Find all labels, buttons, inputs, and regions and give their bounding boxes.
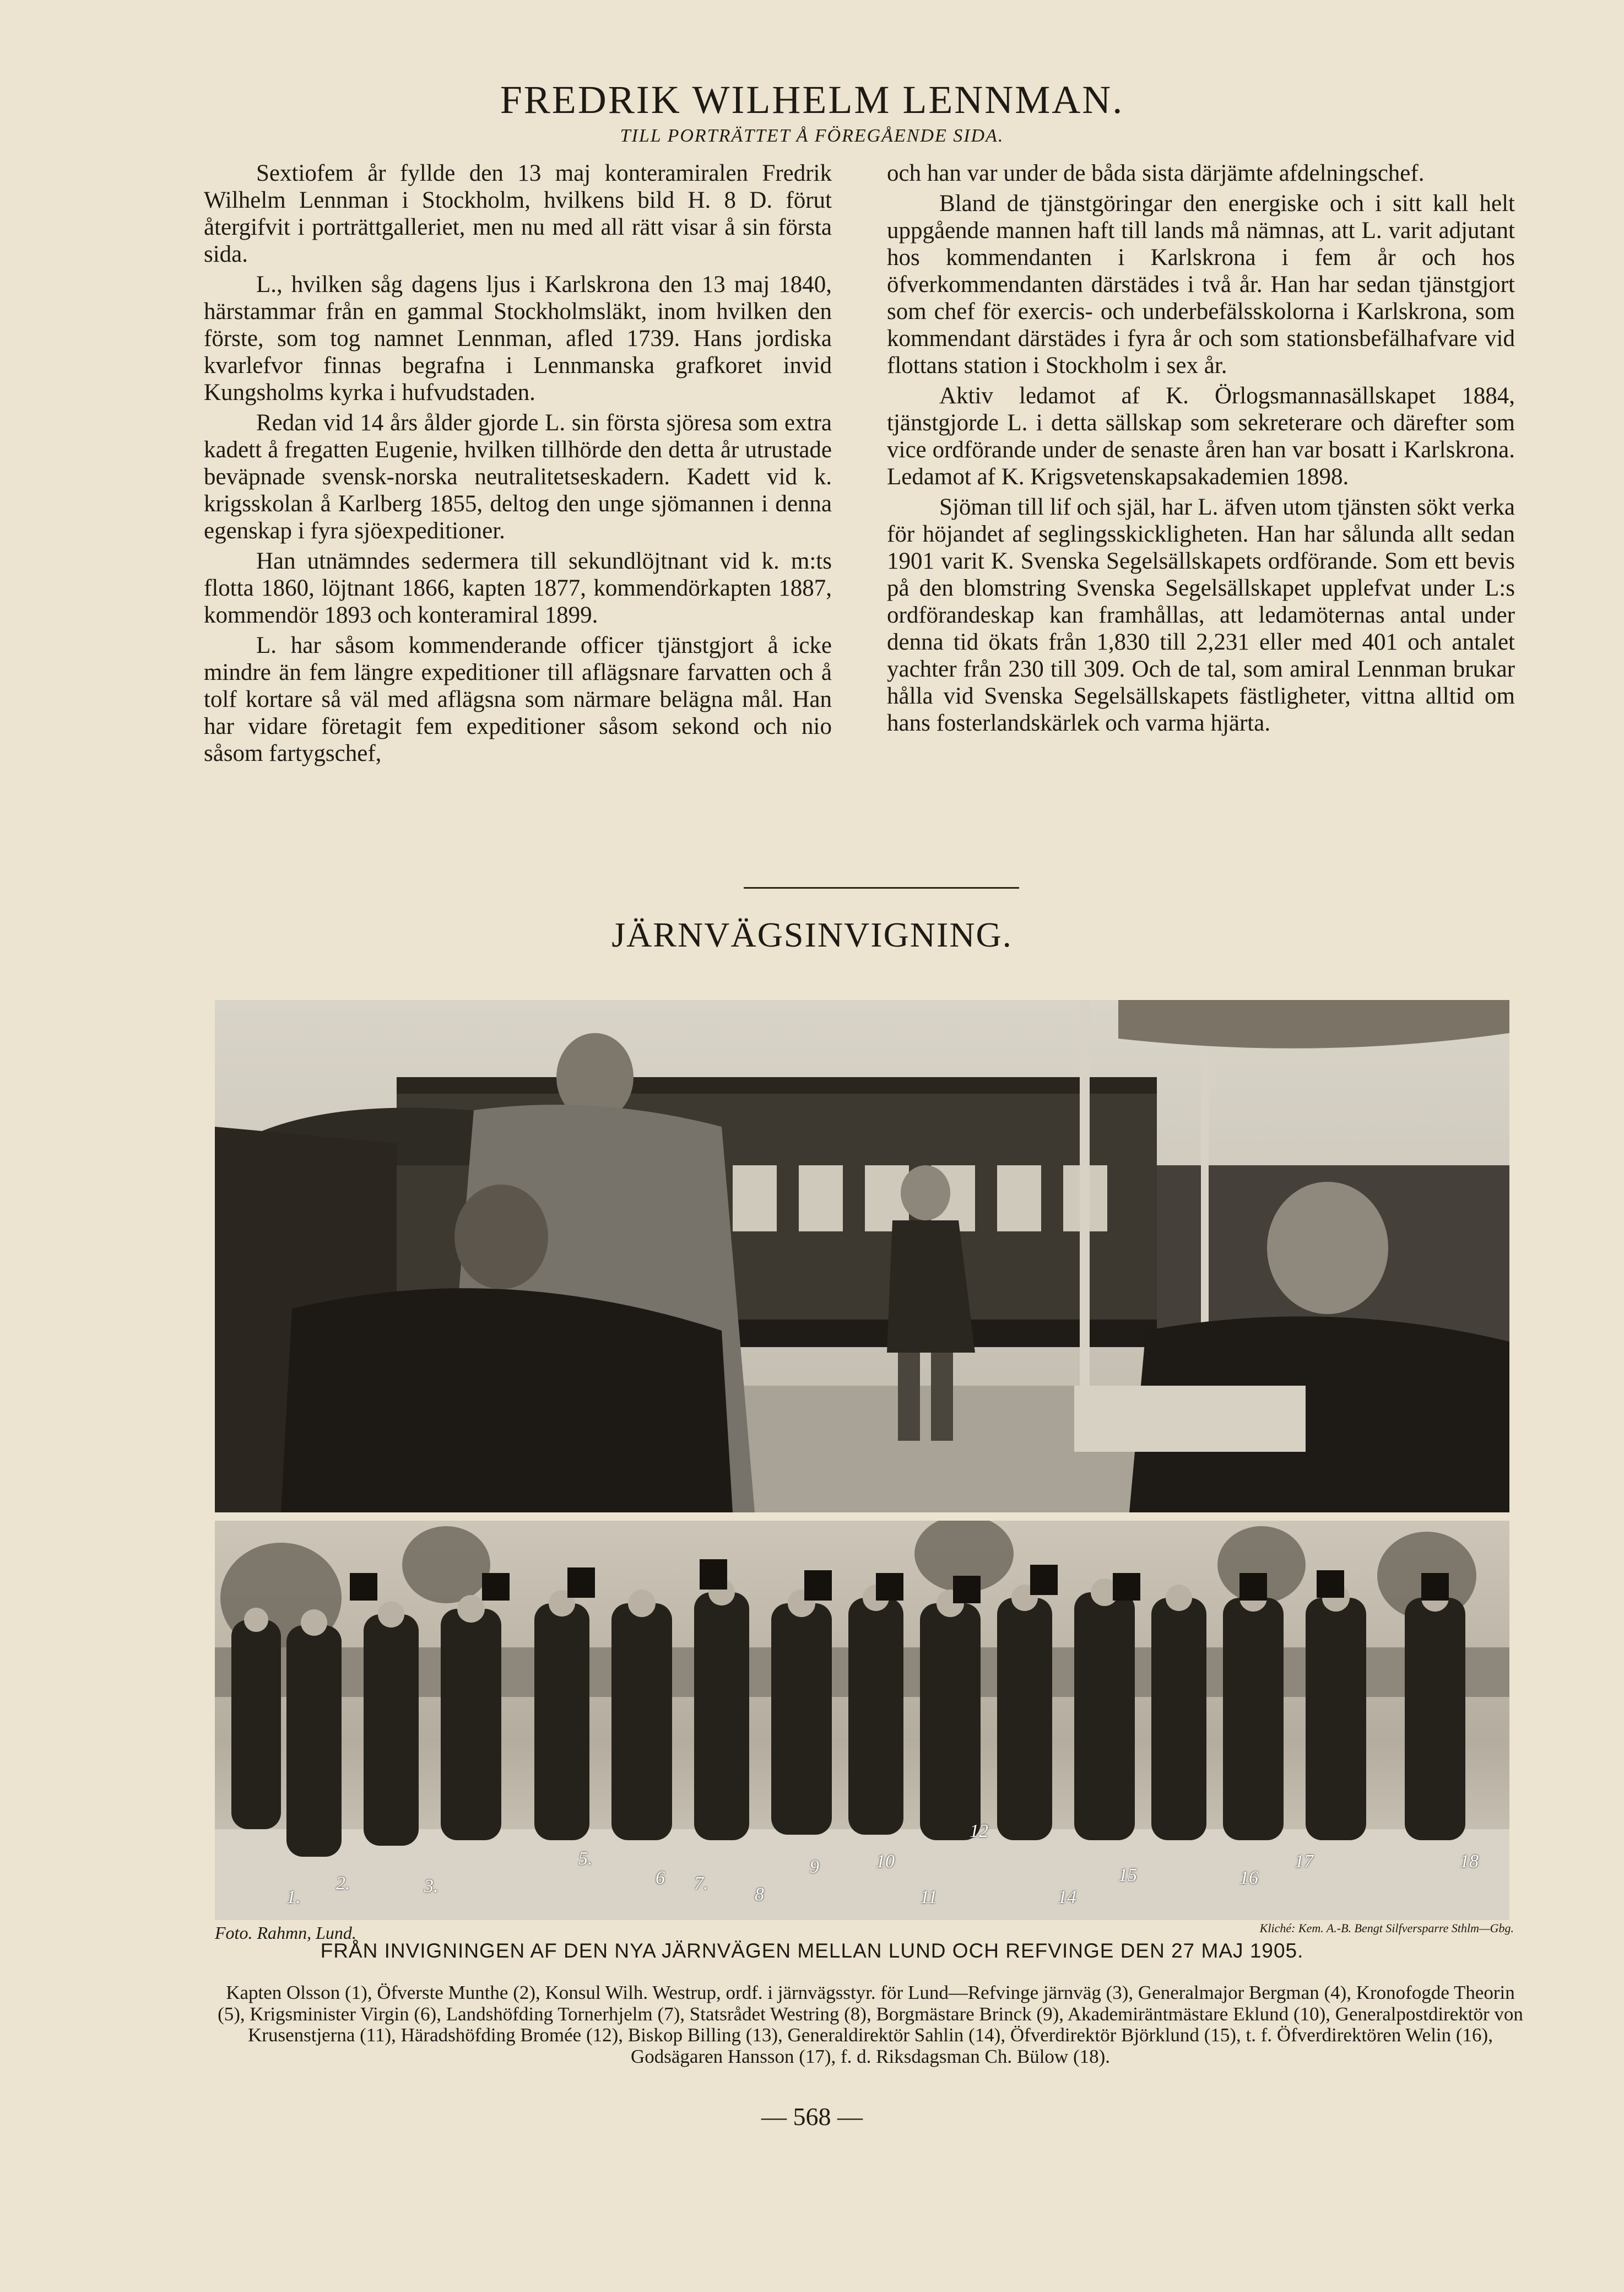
paragraph: Sextiofem år fyllde den 13 maj konteramiralen Fredrik Wilhelm Lennman i Stockholm, hvilkens bild H. 8 D. förut återgifvit i porträttgalleriet, men nu med all rätt visar å sin första sida. <box>204 160 832 268</box>
caption-body: Kapten Olsson (1), Öfverste Munthe (2), Konsul Wilh. Westrup, ordf. i järnvägsstyr. för Lund—Refvinge järnväg (3), Generalmajor Bergman (4), Kronofogde Theorin (5), Krigsminister Virgin (6), Landshöfding Tornerhjelm (7), Statsrådet Westring (8), Borgmästare Brinck (9), Akademiräntmästare Eklund (10), Generalpostdirektör von Krusenstjerna (11), Häradshöfding Bromée (12), Biskop Billing (13), Generaldirektör Sahlin (14), Öfverdirektör Björklund (15), t. f. Öfverdirektören Welin (16), Godsägaren Hansson (17), f. d. Riksdagsman Ch. Bülow (18). <box>218 1982 1523 2067</box>
article-column-left <box>204 160 832 770</box>
cliche-credit: Kliché: Kem. A.-B. Bengt Silfversparre Sthlm—Gbg. <box>1259 1921 1514 1935</box>
paragraph: Han utnämndes sedermera till sekundlöjtnant vid k. m:ts flotta 1860, löjtnant 1866, kapten 1877, kommendörkapten 1887, kommendör 1893 och konteramiral 1899. <box>204 548 832 629</box>
figure-number: 8 <box>755 1884 764 1905</box>
caption-title: FRÅN INVIGNINGEN AF DEN NYA JÄRNVÄGEN MELLAN LUND OCH REFVINGE DEN 27 MAJ 1905. <box>320 1939 1304 1962</box>
figure-number: 18 <box>1460 1851 1479 1872</box>
figure-number: 12 <box>970 1821 988 1841</box>
figure-number: 3. <box>424 1876 439 1896</box>
paragraph: L., hvilken såg dagens ljus i Karlskrona den 13 maj 1840, härstammar från en gammal Stockholmsläkt, inom hvilken den förste, som tog namnet Lennman, afled 1739. Hans jordiska kvarlefvor finnas begrafna i Lennmanska grafkoret invid Kungsholms kyrka i hufvudstaden. <box>204 272 832 406</box>
figure-number: 9 <box>810 1857 819 1877</box>
page-number: — 568 — <box>761 2102 863 2131</box>
figure-number: 10 <box>876 1851 895 1872</box>
figure-number: 6 <box>656 1868 665 1888</box>
paragraph: Sjöman till lif och själ, har L. äfven utom tjänsten sökt verka för höjandet af seglingsskickligheten. Han har sålunda allt sedan 1901 varit K. Svenska Segelsällskapets ordförande. Som ett bevis på den blomstring Svenska Segelsällskapet upplefvat under L:s ordförandeskap kan framhållas, att ledamöternas antal under denna tid ökats från 1,830 till 2,231 eller med 401 och antalet yachter från 230 till 309. Och de tal, som amiral Lennman brukar hålla vid Svenska Segelsällskapets fästligheter, vittna alltid om hans fosterlandskärlek och varma hjärta. <box>887 494 1515 737</box>
article-subtitle: TILL PORTRÄTTET Å FÖREGÅENDE SIDA. <box>620 126 1004 146</box>
group-photo <box>215 1521 1509 1920</box>
paragraph: Redan vid 14 års ålder gjorde L. sin första sjöresa som extra kadett å fregatten Eugenie, hvilken tillhörde den detta år utrustade beväpnade svensk-norska neutralitetseskadern. Kadett vid k. krigsskolan å Karlberg 1855, deltog den unge sjömannen i denna egenskap i fyra sjöexpeditioner. <box>204 410 832 544</box>
section-divider <box>744 887 1019 889</box>
paragraph: L. har såsom kommenderande officer tjänstgjort å icke mindre än fem längre expeditioner till aflägsnare farvatten och å tolf kortare så väl med aflägsna som närmare belägna mål. Han har vidare företagit fem expeditioner såsom sekond och nio såsom fartygschef, <box>204 633 832 767</box>
figure-number: 14 <box>1058 1887 1076 1907</box>
photo-credit: Foto. Rahmn, Lund. <box>215 1923 356 1943</box>
train-photo <box>215 1000 1509 1512</box>
paragraph: Bland de tjänstgöringar den energiske och i sitt kall helt uppgående mannen haft till lands må nämnas, att L. varit adjutant hos kommendanten i Karlskrona i fem år och hos öfverkommendanten därstädes i två år. Han har sedan tjänstgjort som chef för exercis- och underbefälsskolorna i Karlskrona, som kommendant därstädes i fyra år och som stationsbefälhafvare vid flottans station i Stockholm i sex år. <box>887 191 1515 379</box>
figure-number: 1. <box>286 1887 301 1907</box>
article-column-right <box>887 160 1515 740</box>
article-title: FREDRIK WILHELM LENNMAN. <box>500 78 1124 122</box>
paragraph: Aktiv ledamot af K. Örlogsmannasällskapet 1884, tjänstgjorde L. i detta sällskap som sekreterare och därefter som vice ordförande under de senaste åren han var bosatt i Karlskrona. Ledamot af K. Krigsvetenskapsakademien 1898. <box>887 383 1515 490</box>
paragraph: och han var under de båda sista därjämte afdelningschef. <box>887 160 1425 186</box>
figure-number: 2. <box>336 1873 350 1894</box>
figure-number: 11 <box>920 1887 938 1907</box>
figure-number: 15 <box>1118 1865 1137 1885</box>
figure-number: 7. <box>694 1873 708 1894</box>
section-title: JÄRNVÄGSINVIGNING. <box>611 915 1013 954</box>
figure-number: 17 <box>1295 1851 1313 1872</box>
figure-number: 16 <box>1239 1868 1258 1888</box>
figure-number: 5. <box>578 1848 593 1869</box>
